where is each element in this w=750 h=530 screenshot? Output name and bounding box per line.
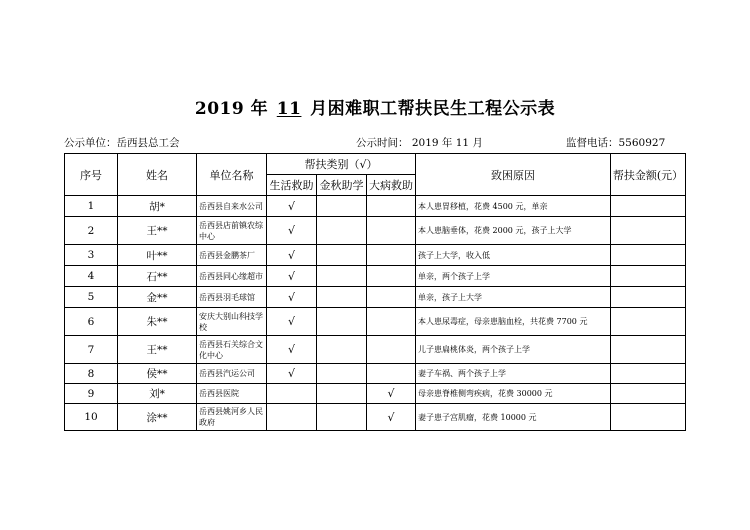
row-life-check: √	[267, 364, 317, 384]
table-row	[65, 404, 686, 431]
header-life: 生活救助	[267, 175, 317, 196]
row-life-check: √	[267, 245, 317, 266]
row-reason: 妻子车祸、两个孩子上学	[416, 364, 611, 384]
row-no: 8	[65, 364, 118, 384]
row-life-check	[267, 384, 317, 404]
header-amount: 帮扶金额(元）	[611, 154, 686, 196]
row-amount	[611, 287, 686, 308]
row-no: 2	[65, 217, 118, 245]
row-reason: 妻子患子宫肌瘤，花费 10000 元	[416, 404, 611, 431]
row-life-check: √	[267, 217, 317, 245]
row-edu-check	[317, 364, 367, 384]
supervision-phone: 监督电话：5560927	[566, 137, 666, 149]
row-name: 胡*	[118, 196, 197, 217]
table-row	[65, 196, 686, 217]
row-no: 7	[65, 336, 118, 364]
row-life-check	[267, 404, 317, 431]
row-life-check: √	[267, 287, 317, 308]
header-name: 姓名	[118, 154, 197, 196]
row-unit: 岳西县自来水公司	[197, 196, 267, 217]
row-no: 3	[65, 245, 118, 266]
page-title	[0, 94, 750, 119]
table-row	[65, 266, 686, 287]
row-illness-check	[367, 364, 416, 384]
row-name: 刘*	[118, 384, 197, 404]
row-no: 4	[65, 266, 118, 287]
row-name: 朱**	[118, 308, 197, 336]
table-row	[65, 308, 686, 336]
row-edu-check	[317, 266, 367, 287]
row-name: 王**	[118, 217, 197, 245]
row-edu-check	[317, 336, 367, 364]
table-row	[65, 384, 686, 404]
row-amount	[611, 266, 686, 287]
row-name: 金**	[118, 287, 197, 308]
row-illness-check	[367, 336, 416, 364]
row-life-check: √	[267, 196, 317, 217]
title-month: 11	[276, 99, 302, 119]
assistance-table	[64, 153, 686, 431]
row-unit: 岳西县金鹏茶厂	[197, 245, 267, 266]
row-reason: 单亲，孩子上大学	[416, 287, 611, 308]
row-reason: 孩子上大学，收入低	[416, 245, 611, 266]
row-name: 侯**	[118, 364, 197, 384]
row-unit: 岳西县店前镇农综中心	[197, 217, 267, 245]
table-row	[65, 287, 686, 308]
header-edu: 金秋助学	[317, 175, 367, 196]
row-name: 王**	[118, 336, 197, 364]
table-row	[65, 245, 686, 266]
row-amount	[611, 364, 686, 384]
row-amount	[611, 308, 686, 336]
row-edu-check	[317, 287, 367, 308]
publicity-time: 公示时间： 2019 年 11 月	[356, 137, 483, 149]
table-row	[65, 364, 686, 384]
row-name: 叶**	[118, 245, 197, 266]
row-edu-check	[317, 196, 367, 217]
row-illness-check	[367, 308, 416, 336]
row-unit: 岳西县羽毛球馆	[197, 287, 267, 308]
row-amount	[611, 245, 686, 266]
row-illness-check: √	[367, 384, 416, 404]
row-no: 5	[65, 287, 118, 308]
row-edu-check	[317, 404, 367, 431]
row-amount	[611, 384, 686, 404]
row-no: 1	[65, 196, 118, 217]
publicity-unit: 公示单位：岳西县总工会	[64, 137, 180, 149]
row-unit: 岳西县同心缘超市	[197, 266, 267, 287]
row-reason: 单亲，两个孩子上学	[416, 266, 611, 287]
row-no: 10	[65, 404, 118, 431]
row-life-check: √	[267, 308, 317, 336]
row-illness-check	[367, 196, 416, 217]
row-edu-check	[317, 308, 367, 336]
row-no: 6	[65, 308, 118, 336]
row-no: 9	[65, 384, 118, 404]
row-unit: 岳西县姚河乡人民政府	[197, 404, 267, 431]
row-illness-check: √	[367, 404, 416, 431]
row-edu-check	[317, 245, 367, 266]
row-edu-check	[317, 384, 367, 404]
row-illness-check	[367, 217, 416, 245]
title-year: 2019 年	[194, 99, 269, 119]
header-reason: 致困原因	[416, 154, 611, 196]
row-reason: 儿子患扁桃体炎，两个孩子上学	[416, 336, 611, 364]
row-amount	[611, 404, 686, 431]
header-illness: 大病救助	[367, 175, 416, 196]
row-reason: 本人患尿毒症，母亲患脑血栓，共花费 7700 元	[416, 308, 611, 336]
row-amount	[611, 196, 686, 217]
row-illness-check	[367, 266, 416, 287]
row-illness-check	[367, 245, 416, 266]
table-row	[65, 217, 686, 245]
row-illness-check	[367, 287, 416, 308]
row-amount	[611, 217, 686, 245]
header-category: 帮扶类别（√）	[267, 154, 416, 175]
header-no: 序号	[65, 154, 118, 196]
row-reason: 母亲患脊椎侧弯疾病，花费 30000 元	[416, 384, 611, 404]
row-unit: 岳西县石关综合文化中心	[197, 336, 267, 364]
row-reason: 本人患脑垂体，花费 2000 元，孩子上大学	[416, 217, 611, 245]
row-edu-check	[317, 217, 367, 245]
row-life-check: √	[267, 336, 317, 364]
header-unit: 单位名称	[197, 154, 267, 196]
row-amount	[611, 336, 686, 364]
row-unit: 岳西县医院	[197, 384, 267, 404]
row-unit: 岳西县汽运公司	[197, 364, 267, 384]
title-suffix: 月困难职工帮扶民生工程公示表	[310, 99, 556, 119]
table-row	[65, 336, 686, 364]
row-name: 石**	[118, 266, 197, 287]
row-reason: 本人患胃移植，花费 4500 元，单亲	[416, 196, 611, 217]
row-unit: 安庆大别山科技学校	[197, 308, 267, 336]
row-life-check: √	[267, 266, 317, 287]
row-name: 涂**	[118, 404, 197, 431]
